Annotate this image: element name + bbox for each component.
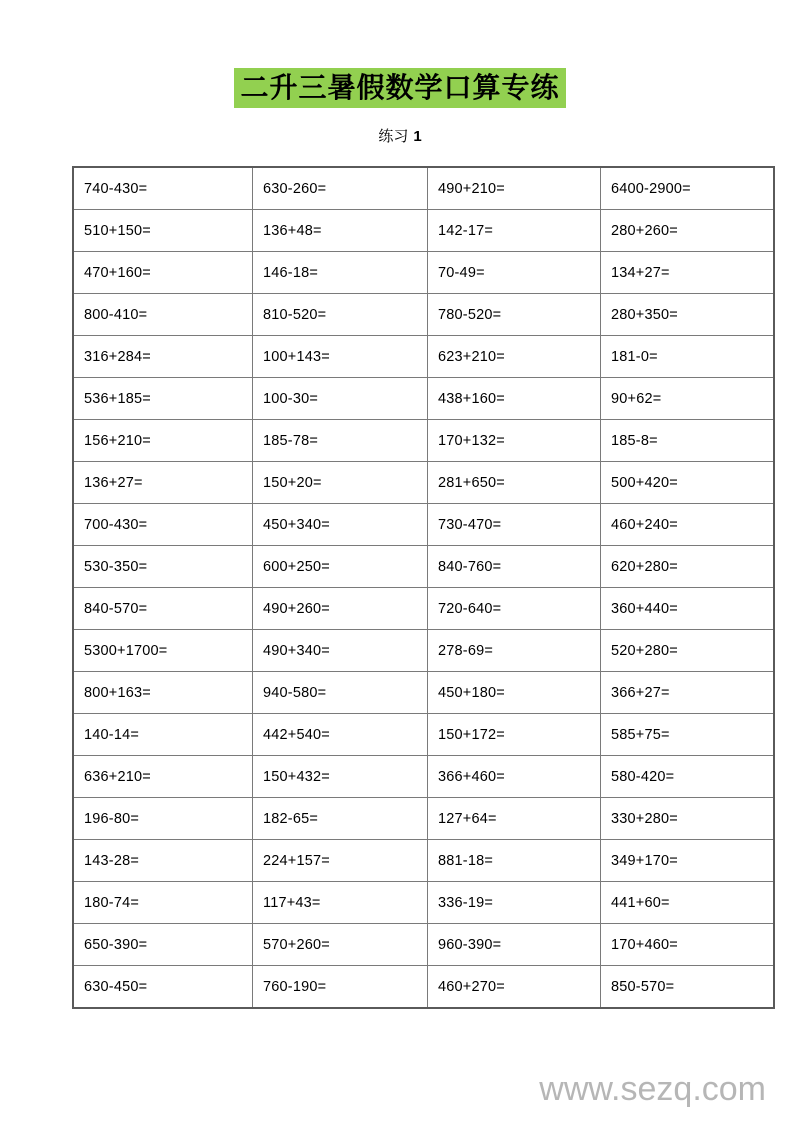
problem-cell: 280+260= (601, 210, 775, 252)
problem-cell: 280+350= (601, 294, 775, 336)
problem-cell: 278-69= (428, 630, 601, 672)
problem-cell: 510+150= (73, 210, 253, 252)
problem-cell: 530-350= (73, 546, 253, 588)
problem-cell: 850-570= (601, 966, 775, 1009)
table-row (73, 210, 774, 252)
problem-cell: 182-65= (253, 798, 428, 840)
problem-cell: 460+270= (428, 966, 601, 1009)
problem-cell: 460+240= (601, 504, 775, 546)
table-row (73, 420, 774, 462)
problem-cell: 580-420= (601, 756, 775, 798)
problem-cell: 150+432= (253, 756, 428, 798)
problem-cell: 623+210= (428, 336, 601, 378)
problem-cell: 441+60= (601, 882, 775, 924)
table-row (73, 840, 774, 882)
problem-cell: 810-520= (253, 294, 428, 336)
problem-cell: 146-18= (253, 252, 428, 294)
problem-cell: 620+280= (601, 546, 775, 588)
problem-cell: 316+284= (73, 336, 253, 378)
problem-cell: 881-18= (428, 840, 601, 882)
problem-cell: 442+540= (253, 714, 428, 756)
problem-cell: 224+157= (253, 840, 428, 882)
problem-cell: 170+132= (428, 420, 601, 462)
subtitle-container (0, 125, 800, 146)
problem-cell: 360+440= (601, 588, 775, 630)
problem-cell: 117+43= (253, 882, 428, 924)
table-row (73, 966, 774, 1009)
problem-cell: 740-430= (73, 167, 253, 210)
table-row (73, 630, 774, 672)
problem-cell: 450+340= (253, 504, 428, 546)
problem-cell: 143-28= (73, 840, 253, 882)
problem-cell: 500+420= (601, 462, 775, 504)
problem-cell: 156+210= (73, 420, 253, 462)
problem-cell: 800+163= (73, 672, 253, 714)
problems-table-body (73, 167, 774, 1008)
problem-cell: 366+460= (428, 756, 601, 798)
table-row (73, 336, 774, 378)
exercise-subtitle (378, 125, 421, 146)
problem-cell: 181-0= (601, 336, 775, 378)
problem-cell: 438+160= (428, 378, 601, 420)
problem-cell: 136+48= (253, 210, 428, 252)
problem-cell: 470+160= (73, 252, 253, 294)
table-row (73, 882, 774, 924)
table-row (73, 378, 774, 420)
problem-cell: 650-390= (73, 924, 253, 966)
problems-table (72, 166, 775, 1009)
table-row (73, 756, 774, 798)
title-container (0, 0, 800, 108)
problem-cell: 185-78= (253, 420, 428, 462)
problem-cell: 150+172= (428, 714, 601, 756)
problem-cell: 150+20= (253, 462, 428, 504)
problem-cell: 940-580= (253, 672, 428, 714)
problem-cell: 196-80= (73, 798, 253, 840)
problem-cell: 730-470= (428, 504, 601, 546)
problem-cell: 136+27= (73, 462, 253, 504)
problem-cell: 630-260= (253, 167, 428, 210)
problems-table-container (72, 166, 728, 1009)
problem-cell: 840-760= (428, 546, 601, 588)
problem-cell: 600+250= (253, 546, 428, 588)
problem-cell: 170+460= (601, 924, 775, 966)
problem-cell: 570+260= (253, 924, 428, 966)
problem-cell: 127+64= (428, 798, 601, 840)
problem-cell: 450+180= (428, 672, 601, 714)
problem-cell: 960-390= (428, 924, 601, 966)
table-row (73, 924, 774, 966)
table-row (73, 798, 774, 840)
problem-cell: 100-30= (253, 378, 428, 420)
problem-cell: 490+340= (253, 630, 428, 672)
problem-cell: 180-74= (73, 882, 253, 924)
problem-cell: 630-450= (73, 966, 253, 1009)
problem-cell: 720-640= (428, 588, 601, 630)
problem-cell: 6400-2900= (601, 167, 775, 210)
table-row (73, 546, 774, 588)
table-row (73, 672, 774, 714)
problem-cell: 185-8= (601, 420, 775, 462)
problem-cell: 520+280= (601, 630, 775, 672)
table-row (73, 462, 774, 504)
exercise-label: 练习 (378, 127, 409, 145)
table-row (73, 588, 774, 630)
problem-cell: 636+210= (73, 756, 253, 798)
problem-cell: 585+75= (601, 714, 775, 756)
table-row (73, 294, 774, 336)
exercise-number: 1 (413, 128, 422, 145)
problem-cell: 366+27= (601, 672, 775, 714)
page-title: 二升三暑假数学口算专练 (234, 68, 565, 108)
problem-cell: 780-520= (428, 294, 601, 336)
problem-cell: 5300+1700= (73, 630, 253, 672)
problem-cell: 700-430= (73, 504, 253, 546)
problem-cell: 490+210= (428, 167, 601, 210)
problem-cell: 140-14= (73, 714, 253, 756)
problem-cell: 281+650= (428, 462, 601, 504)
problem-cell: 349+170= (601, 840, 775, 882)
problem-cell: 336-19= (428, 882, 601, 924)
problem-cell: 840-570= (73, 588, 253, 630)
problem-cell: 90+62= (601, 378, 775, 420)
problem-cell: 490+260= (253, 588, 428, 630)
problem-cell: 330+280= (601, 798, 775, 840)
table-row (73, 504, 774, 546)
table-row (73, 714, 774, 756)
problem-cell: 800-410= (73, 294, 253, 336)
problem-cell: 760-190= (253, 966, 428, 1009)
problem-cell: 142-17= (428, 210, 601, 252)
problem-cell: 100+143= (253, 336, 428, 378)
site-watermark: www.sezq.com (539, 1070, 766, 1108)
problem-cell: 134+27= (601, 252, 775, 294)
table-row (73, 167, 774, 210)
table-row (73, 252, 774, 294)
problem-cell: 70-49= (428, 252, 601, 294)
problem-cell: 536+185= (73, 378, 253, 420)
